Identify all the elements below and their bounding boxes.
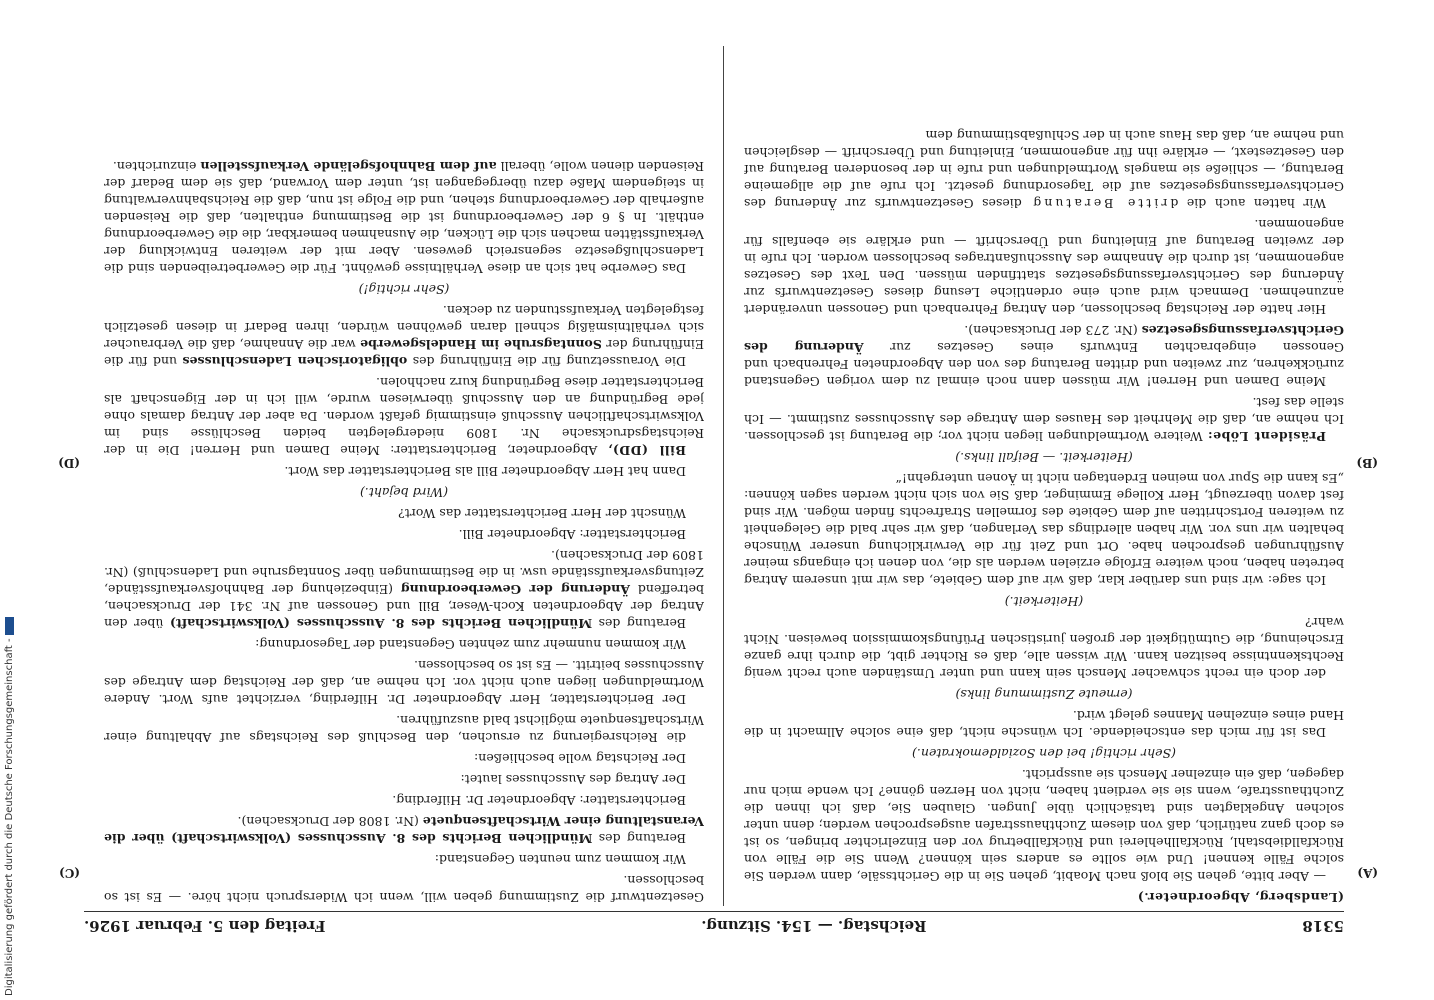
paragraph-text: Das Gewerbe hat sich an diese Verhältnisse gewöhnt. Für die Gewerbetreibenden sind die Ladenschlußgesetze segensreich gewesen. Aber mit der weiteren Entwicklung der Verkaufsstätten machen sich die Lücken, die Ausnahmen bemerkbar, die die Gewerbeordnung enthält. In § 6 der Gewerbeordnung ist die Bestimmung enthalten, daß die Reisenden außerhalb der Gewerbeordnung stehen, und die Folge ist nun, daß die Reichsbahnverwaltung in steigendem Maße dazu übergegangen ist, unter dem Vorwand, daß sie dem Bedarf der Reisenden dienen wolle, überall	[104, 159, 704, 276]
interjection: (Sehr richtig! bei den Sozialdemokraten.)	[912, 746, 1176, 761]
paragraph: Berichterstatter: Abgeordneter Bill.	[458, 527, 686, 542]
paragraph-text: Wir hatten auch die	[1186, 196, 1326, 211]
paragraph-text: (Einbeziehung der Bahnhofsverkaufsstände, Zeitungsverkaufsstände usw. in die Bestimmungen über Sonntagsruhe und Ladenschluß) (Nr. 1809 der Drucksachen).	[104, 548, 704, 597]
paragraph: Der Berichterstatter, Herr Abgeordneter Dr. Hilferding, verzichtet aufs Wort. Andere Wortmeldungen liegen auch nicht vor. Ich nehme an, daß der Reichstag dem Antrage des Ausschusses beitritt. — Es ist so beschlossen.	[104, 658, 704, 707]
paragraph-text: (Nr. 273 der Drucksachen).	[964, 323, 1138, 338]
page-header	[84, 911, 1344, 940]
paragraph-text: über den Antrag der Abgeordneten Koch-Weser, Bill und Genossen auf Nr. 341 der Drucksachen, betreffend	[104, 582, 704, 631]
paragraph-text: einzurichten.	[112, 159, 197, 174]
paragraph: Wünscht der Herr Berichterstatter das Wort?	[398, 506, 686, 521]
paragraph	[104, 158, 704, 277]
agenda-title: Mündlichen Berichts des 8. Ausschusses (Volkswirtschaft)	[169, 616, 593, 631]
paragraph-text: und für die Einführung der	[104, 337, 704, 369]
page-number: 5318	[1302, 917, 1344, 935]
paragraph	[744, 322, 1344, 390]
paragraph	[104, 302, 704, 370]
paragraph: Ich sage: wir sind uns darüber klar, daß wir auf dem Gebiete, das wir mit unserem Antrag betreten haben, noch weitere Erfolge erzielen werden als die, von denen ich eingangs meiner Ausführungen gesprochen habe. Ort und Zeit für die Verwirklichung unserer Wünsche behalten wir uns vor. Wir haben allerdings das Verlangen, daß wir sehr bald die Gelegenheit zu weiteren Fortschritten auf dem Gebiete des formellen Strafrechts finden mögen. Wir sind fest davon überzeugt, Herr Kollege Emminger, daß Sie von sich nicht werden sagen können: „Es kann die Spur von meinen Erdentagen nicht in Äonen untergehn!“	[744, 471, 1344, 588]
emphasis: auf dem Bahnhofsgelände Verkaufsstellen	[200, 159, 497, 174]
paragraph: Berichterstatter: Abgeordneter Dr. Hilferding.	[392, 793, 686, 808]
agenda-title: Mündlichen Berichts des 8. Ausschusses (Volkswirtschaft) über die Veranstaltung einer Wirtschaftsenquete	[104, 814, 704, 846]
paragraph-text: dieses Gesetzentwurfs zur Änderung des Gerichtsverfassungsgesetzes auf die Tagesordnung gesetzt. Ich rufe auf die allgemeine Beratung, — schließe sie mangels Wortmeldungen und rufe in der besonderen Beratung auf den Gesetzestext, — erkläre ihn für angenommen, Einleitung und Überschrift — desgleichen und nehme an, daß das Haus auch in der Schlußabstimmung dem	[744, 128, 1344, 211]
emphasis: Sonntagsruhe im Handelsgewerbe	[360, 337, 602, 352]
paragraph	[744, 394, 1344, 445]
paragraph	[744, 127, 1344, 212]
paragraph	[104, 813, 704, 847]
margin-mark-c: (C)	[59, 866, 80, 880]
emphasis: obligatorischen Ladenschlusses	[182, 354, 408, 369]
interjection: (Wird bejaht.)	[359, 485, 449, 500]
paragraph	[104, 374, 704, 459]
interjection: (Sehr richtig!)	[358, 282, 450, 297]
interjection: (Heiterkeit. — Beifall links.)	[955, 450, 1133, 465]
paragraph: der doch ein recht schwacher Mensch sein kann und unter Umständen auch recht wenig Rechtskenntnisse besitzen kann. Wir wissen alle, daß es Richter gibt, die durch ihre ganze Erscheinung, die Gutmütigkeit der großen juristischen Prüfungskommission beweisen. Nicht wahr?	[744, 615, 1344, 681]
agenda-subject: Änderung der Gewerbeordnung	[400, 582, 630, 597]
paragraph: — Aber bitte, gehen Sie bloß nach Moabit, gehen Sie in die Gerichtssäle, dann werden Sie solche Fälle kennen! Und wie sollte es anders sein können? Wenn Sie die Fälle von Rückfalldiebstahl, Rückfallhehlerei und Rückfallbetrug vor den Einzelrichter bringen, so ist es doch ganz natürlich, daß von diesem Zuchthausstrafen ausgesprochen werden; denn unter solchen Angeklagten sind tatsächlich üble Jungen. Glauben Sie, daß ich ihnen die Zuchthausstrafe, wenn sie sie verdient haben, nicht von Herzen gönne? Ich wende mich nur dagegen, daß ein einzelner Mensch sie ausspricht.	[744, 767, 1344, 884]
column-divider	[723, 46, 724, 906]
page-date: Freitag den 5. Februar 1926.	[84, 917, 326, 935]
interjection: (Heiterkeit.)	[1004, 594, 1084, 609]
paragraph: Dann hat Herr Abgeordneter Bill als Berichterstatter das Wort.	[284, 464, 686, 479]
paragraph-text: Weitere Wortmeldungen liegen nicht vor; die Beratung ist geschlossen. Ich nehme an, daß die Mehrheit des Hauses dem Antrage des Ausschusses zustimmt. — Ich stelle das fest.	[744, 395, 1344, 444]
paragraph: Hier hatte der Reichstag beschlossen, den Antrag Fehrenbach und Genossen unverändert anzunehmen. Demnach wird auch eine ordentliche Lesung dieses Gesetzentwurfs zur Änderung des Gerichtsverfassungsgesetzes stattfinden müssen. Den Text des Gesetzes angenommen, ist durch die Annahme des Ausschußantrages beschlossen worden. Ich rufe in der zweiten Beratung auf Einleitung und Überschrift — und erkläre sie ebenfalls für angenommen.	[744, 217, 1344, 317]
margin-mark-b: (B)	[1356, 456, 1378, 470]
page-title: Reichstag. — 154. Sitzung.	[701, 917, 927, 935]
speaker-bill: Bill (DD),	[607, 443, 686, 458]
paragraph: Gesetzentwurf die Zustimmung geben will, wenn ich Widerspruch nicht höre. — Es ist so beschlossen.	[104, 873, 704, 905]
left-column	[744, 46, 1344, 906]
right-column	[104, 46, 704, 906]
newspaper-page	[58, 40, 1378, 940]
digitization-credit-text: Digitalisierung gefördert durch die Deutsche Forschungsgemeinschaft -	[4, 638, 15, 996]
paragraph: Das ist für mich das entscheidende. Ich wünsche nicht, daß eine solche Allmacht in die Hand eines einzelnen Mannes gelegt wird.	[744, 708, 1344, 740]
interjection: (erneute Zustimmung links)	[955, 687, 1133, 702]
spaced-emphasis: dritte Beratung	[1030, 196, 1179, 211]
paragraph: Wir kommen zum neunten Gegenstand:	[434, 852, 686, 867]
paragraph: Der Antrag des Ausschusses lautet:	[460, 772, 686, 787]
paragraph-text: Meine Damen und Herren! Wir müssen dann noch einmal zu dem vorigen Gegenstand zurückkehren, zur zweiten und dritten Beratung des von den Abgeordneten Fehrenbach und Genossen eingebrachten Entwurfs eines Gesetzes zur	[744, 340, 1344, 389]
paragraph-text: Abgeordneter, Berichterstatter: Meine Damen und Herren! Die in der Reichstagsdrucksache Nr. 1809 niedergelegten beiden Beschlüsse sind im Volkswirtschaftlichen Ausschuß einstimmig gefaßt worden. Da aber der Antrag damals ohne jede Begründung an den Ausschuß überwiesen wurde, will ich in der Eigenschaft als Berichterstatter diese Begründung kurz nachholen.	[104, 375, 704, 458]
bill-title: Änderung des Gerichtsverfassungsgesetzes	[744, 323, 1344, 355]
paragraph	[104, 547, 704, 632]
margin-mark-d: (D)	[58, 456, 80, 470]
paragraph-text: (Nr. 1808 der Drucksachen).	[237, 814, 419, 829]
paragraph-text: war die Annahme, daß die Verbraucher sich verhältnismäßig schnell daran gewöhnen würden, ihren Bedarf in diesen gesetzlich festgelegten Verkaufsstunden zu decken.	[104, 303, 704, 352]
paragraph: Wir kommen nunmehr zum zehnten Gegenstand der Tagesordnung:	[255, 637, 686, 652]
paragraph-text: Die Voraussetzung für die Einführung des	[412, 354, 686, 369]
paragraph-text: Beratung des	[598, 616, 686, 631]
paragraph-text: Beratung des	[598, 831, 686, 846]
margin-mark-a: (A)	[1357, 866, 1378, 880]
speaker-president-loebe: Präsident Löbe:	[1207, 429, 1326, 444]
speaker-landsberg: (Landsberg, Abgeordneter.)	[1137, 890, 1344, 905]
paragraph: Der Reichstag wolle beschließen:	[474, 751, 686, 766]
paragraph: die Reichsregierung zu ersuchen, den Beschluß des Reichstags auf Abhaltung einer Wirtschaftsenquete möglichst bald auszuführen.	[104, 713, 704, 745]
